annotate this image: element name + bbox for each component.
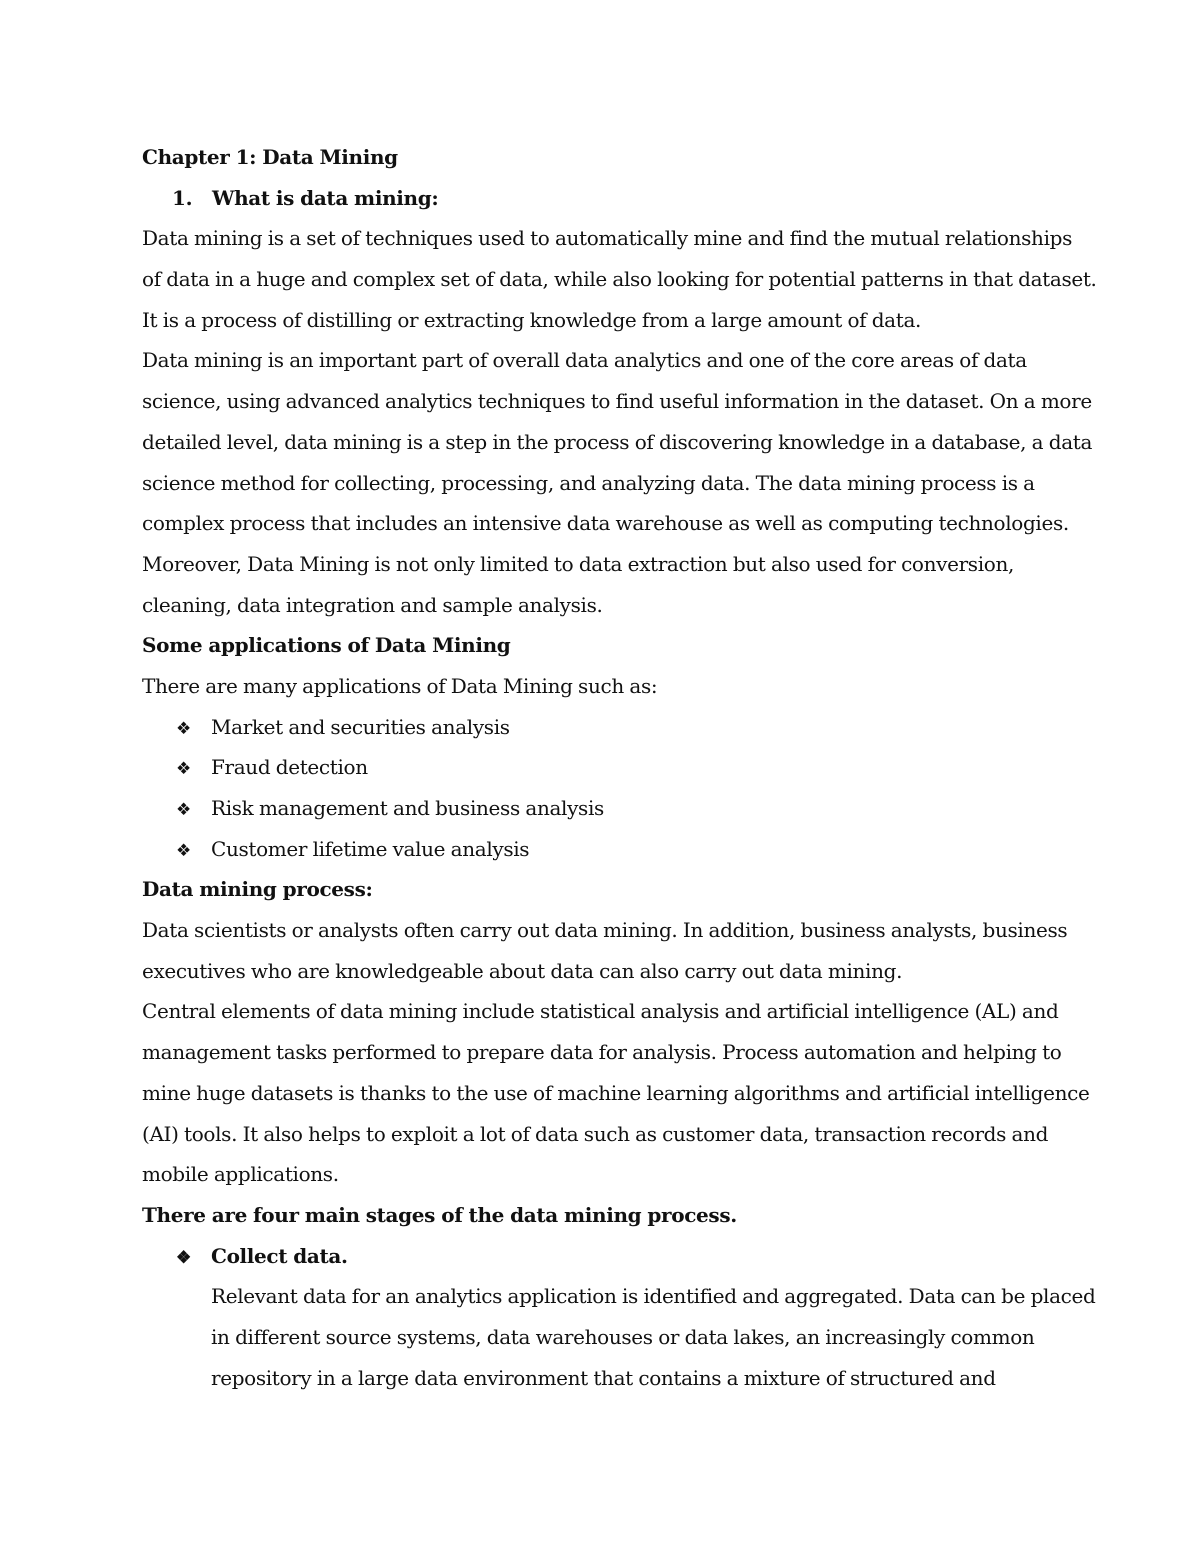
text-line: Data mining is an important part of overall data analytics and one of the core areas of data <box>142 348 1027 373</box>
stages-heading: There are four main stages of the data mining process. <box>142 1202 737 1227</box>
chapter-title: Chapter 1: Data Mining <box>142 145 398 169</box>
definition-paragraph <box>142 218 1097 340</box>
text-line: management tasks performed to prepare data for analysis. Process automation and helping to <box>142 1040 1062 1065</box>
diamond-bullet-icon: ❖ <box>176 800 191 820</box>
text-line: Data mining is a set of techniques used to automatically mine and find the mutual relationships <box>142 226 1073 251</box>
list-item-text: Customer lifetime value analysis <box>211 836 530 861</box>
diamond-bullet-icon: ❖ <box>176 718 191 739</box>
text-line: mobile applications. <box>142 1162 339 1187</box>
text-line: detailed level, data mining is a step in the process of discovering knowledge in a database, a data <box>142 429 1093 454</box>
section-heading-what-is-data-mining <box>142 178 1072 219</box>
process-paragraph-1 <box>142 910 1072 991</box>
diamond-bullet-icon: ❖ <box>176 759 191 780</box>
text-line: executives who are knowledgeable about data can also carry out data mining. <box>142 958 903 983</box>
stage-description <box>142 1276 1096 1398</box>
list-item-text: Risk management and business analysis <box>211 796 604 820</box>
list-item-text: Market and securities analysis <box>211 714 510 739</box>
applications-heading: Some applications of Data Mining <box>142 633 511 658</box>
list-item <box>142 829 1072 870</box>
text-line: cleaning, data integration and sample analysis. <box>142 592 603 617</box>
process-heading: Data mining process: <box>142 877 373 902</box>
text-line: repository in a large data environment that contains a mixture of structured and <box>211 1365 996 1390</box>
text-line: Central elements of data mining include statistical analysis and artificial intelligence (AL) and <box>142 999 1059 1024</box>
text-line: science, using advanced analytics techniques to find useful information in the dataset. On a more <box>142 389 1092 414</box>
text-line: Moreover, Data Mining is not only limited to data extraction but also used for conversion, <box>142 551 1014 576</box>
text-line: complex process that includes an intensive data warehouse as well as computing technologies. <box>142 511 1069 536</box>
diamond-bullet-icon: ❖ <box>176 840 191 861</box>
text-line: mine huge datasets is thanks to the use of machine learning algorithms and artificial intelligence <box>142 1080 1090 1105</box>
applications-intro: There are many applications of Data Mining such as: <box>142 673 658 698</box>
text-line: of data in a huge and complex set of data, while also looking for potential patterns in that dataset. <box>142 267 1097 292</box>
overview-paragraph <box>142 340 1093 625</box>
text-line: (AI) tools. It also helps to exploit a lot of data such as customer data, transaction records and <box>142 1121 1049 1146</box>
text-line: science method for collecting, processing, and analyzing data. The data mining process is a <box>142 470 1035 495</box>
section-heading-text: What is data mining: <box>212 185 439 210</box>
list-item <box>142 707 1072 748</box>
list-item-text: Fraud detection <box>211 755 368 780</box>
text-line: It is a process of distilling or extracting knowledge from a large amount of data. <box>142 307 922 332</box>
stage-item-collect-data <box>142 1236 1072 1277</box>
stage-title: Collect data. <box>211 1243 348 1268</box>
text-line: in different source systems, data warehouses or data lakes, an increasingly common <box>211 1324 1035 1349</box>
diamond-bullet-icon: ❖ <box>176 1247 191 1268</box>
list-item <box>142 747 1072 788</box>
text-line: Data scientists or analysts often carry out data mining. In addition, business analysts, business <box>142 918 1068 943</box>
text-line: Relevant data for an analytics application is identified and aggregated. Data can be placed <box>211 1284 1096 1309</box>
applications-list <box>142 707 1072 870</box>
process-paragraph-2 <box>142 991 1090 1194</box>
section-number: 1. <box>172 185 193 210</box>
list-item <box>142 788 1072 829</box>
document-page <box>142 137 1097 1398</box>
